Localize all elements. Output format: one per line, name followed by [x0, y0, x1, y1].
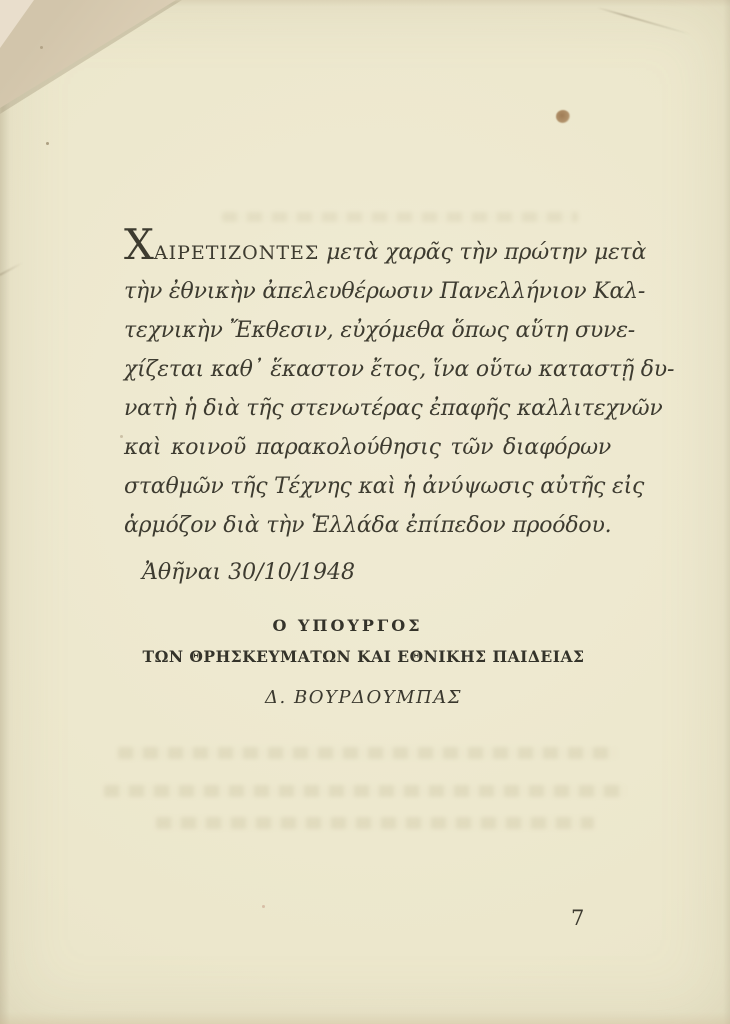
paragraph-line: ἁρμόζον διὰ τὴν Ἑλλάδα ἐπίπεδον προόδου. — [124, 513, 612, 538]
paragraph-line: σταθμῶν τῆς Τέχνης καὶ ἡ ἀνύψωσις αὐτῆς εἰς — [124, 474, 645, 499]
drop-cap-initial: Χ — [124, 220, 154, 269]
body-paragraph — [124, 220, 675, 545]
paragraph-line — [124, 220, 647, 272]
paper-speck — [262, 905, 265, 908]
paragraph-line: νατὴ ἡ διὰ τῆς στενωτέρας ἐπαφῆς καλλιτεχνῶν — [124, 396, 663, 421]
show-through-text-line — [156, 817, 594, 829]
paragraph-line: καὶ κοινοῦ παρακολούθησις τῶν διαφόρων — [124, 435, 611, 460]
show-through-text-line — [222, 212, 578, 222]
stain-spot — [556, 110, 570, 123]
page-bottom-edge-shading — [0, 1012, 730, 1024]
signature-name: Δ. ΒΟΥΡΔΟΥΜΠΑΣ — [265, 687, 462, 708]
paragraph-line: χίζεται καθ᾽ ἕκαστον ἔτος, ἵνα οὕτω καταστῇ δυ- — [124, 357, 675, 382]
show-through-text-line — [104, 785, 626, 797]
paper-speck — [120, 435, 123, 438]
ministry-name: ΤΩΝ ΘΡΗΣΚΕΥΜΑΤΩΝ ΚΑΙ ΕΘΝΙΚΗΣ ΠΑΙΔΕΙΑΣ — [142, 647, 585, 666]
page-left-edge-shading — [0, 0, 10, 1024]
paragraph-line: τὴν ἐθνικὴν ἀπελευθέρωσιν Πανελλήνιον Καλ- — [124, 279, 646, 304]
paper-speck — [40, 46, 43, 49]
dateline: Ἀθῆναι 30/10/1948 — [142, 560, 355, 585]
lead-word-caps: ΑΙΡΕΤΙΖΟΝΤΕΣ — [153, 242, 320, 264]
page-number: 7 — [571, 906, 585, 930]
paper-speck — [46, 142, 49, 145]
minister-title: Ο ΥΠΟΥΡΓΟΣ — [272, 616, 423, 635]
paragraph-line: τεχνικὴν Ἔκθεσιν, εὐχόμεθα ὅπως αὕτη συνε- — [124, 318, 636, 343]
show-through-text-line — [118, 747, 618, 759]
page-right-edge-shading — [723, 0, 730, 1024]
paragraph-line-text: μετὰ χαρᾶς τὴν πρώτην μετὰ — [326, 240, 647, 265]
crease-line-top-right — [597, 7, 692, 36]
